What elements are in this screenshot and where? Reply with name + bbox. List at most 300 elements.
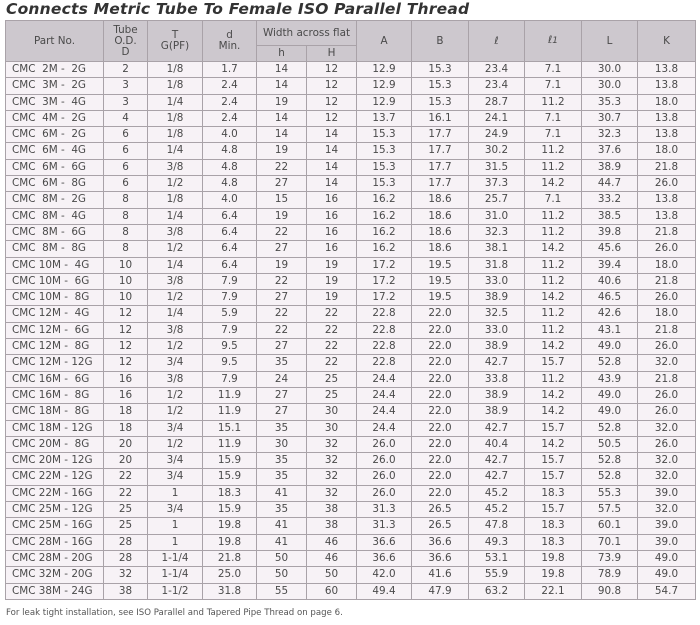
cell-thread-t: 3/4 bbox=[148, 355, 203, 371]
cell-dim-l: 38.1 bbox=[469, 241, 525, 257]
cell-dim-b: 17.7 bbox=[412, 127, 469, 143]
cell-dim-L: 30.7 bbox=[582, 110, 638, 126]
cell-dim-b: 17.7 bbox=[412, 143, 469, 159]
cell-d-min: 15.9 bbox=[203, 502, 257, 518]
cell-dim-l1: 11.2 bbox=[525, 224, 582, 240]
cell-dim-a: 26.0 bbox=[357, 453, 412, 469]
cell-dim-b: 22.0 bbox=[412, 485, 469, 501]
cell-thread-t: 1/4 bbox=[148, 208, 203, 224]
table-row bbox=[6, 387, 696, 403]
table-row bbox=[6, 306, 696, 322]
cell-dim-l1: 11.2 bbox=[525, 143, 582, 159]
cell-d-min: 2.4 bbox=[203, 78, 257, 94]
cell-width-h: 22 bbox=[257, 159, 307, 175]
cell-dim-l1: 14.2 bbox=[525, 176, 582, 192]
cell-d-min: 25.0 bbox=[203, 567, 257, 583]
cell-tube-od: 10 bbox=[104, 257, 148, 273]
cell-dim-b: 16.1 bbox=[412, 110, 469, 126]
cell-dim-L: 52.8 bbox=[582, 355, 638, 371]
cell-dim-k: 13.8 bbox=[638, 62, 696, 78]
cell-part-no: CMC 20M - 12G bbox=[6, 453, 104, 469]
cell-dim-k: 18.0 bbox=[638, 257, 696, 273]
cell-tube-od: 10 bbox=[104, 290, 148, 306]
cell-width-h: 35 bbox=[257, 355, 307, 371]
cell-dim-L: 44.7 bbox=[582, 176, 638, 192]
cell-dim-L: 73.9 bbox=[582, 550, 638, 566]
table-row bbox=[6, 355, 696, 371]
cell-tube-od: 6 bbox=[104, 127, 148, 143]
cell-dim-k: 18.0 bbox=[638, 143, 696, 159]
cell-dim-l1: 14.2 bbox=[525, 339, 582, 355]
cell-dim-k: 21.8 bbox=[638, 159, 696, 175]
cell-thread-t: 1/4 bbox=[148, 94, 203, 110]
cell-dim-L: 60.1 bbox=[582, 518, 638, 534]
cell-dim-k: 21.8 bbox=[638, 224, 696, 240]
cell-thread-t: 1 bbox=[148, 485, 203, 501]
cell-thread-t: 3/4 bbox=[148, 453, 203, 469]
cell-d-min: 15.9 bbox=[203, 469, 257, 485]
cell-tube-od: 4 bbox=[104, 110, 148, 126]
cell-dim-b: 22.0 bbox=[412, 339, 469, 355]
cell-dim-k: 39.0 bbox=[638, 485, 696, 501]
cell-width-H: 60 bbox=[307, 583, 357, 599]
cell-dim-L: 35.3 bbox=[582, 94, 638, 110]
cell-dim-l: 53.1 bbox=[469, 550, 525, 566]
cell-part-no: CMC 16M - 6G bbox=[6, 371, 104, 387]
cell-part-no: CMC 6M - 8G bbox=[6, 176, 104, 192]
cell-dim-k: 32.0 bbox=[638, 355, 696, 371]
cell-width-H: 38 bbox=[307, 518, 357, 534]
cell-dim-l: 24.1 bbox=[469, 110, 525, 126]
cell-dim-a: 17.2 bbox=[357, 257, 412, 273]
cell-dim-L: 49.0 bbox=[582, 339, 638, 355]
cell-dim-l: 38.9 bbox=[469, 404, 525, 420]
cell-dim-k: 13.8 bbox=[638, 208, 696, 224]
cell-dim-k: 18.0 bbox=[638, 306, 696, 322]
cell-thread-t: 1/4 bbox=[148, 306, 203, 322]
cell-dim-b: 22.0 bbox=[412, 306, 469, 322]
cell-tube-od: 8 bbox=[104, 192, 148, 208]
cell-dim-b: 19.5 bbox=[412, 290, 469, 306]
cell-tube-od: 6 bbox=[104, 143, 148, 159]
cell-part-no: CMC 12M - 4G bbox=[6, 306, 104, 322]
cell-d-min: 4.8 bbox=[203, 159, 257, 175]
cell-part-no: CMC 6M - 6G bbox=[6, 159, 104, 175]
cell-d-min: 4.0 bbox=[203, 127, 257, 143]
cell-dim-l: 33.0 bbox=[469, 273, 525, 289]
cell-dim-L: 49.0 bbox=[582, 387, 638, 403]
cell-dim-l: 37.3 bbox=[469, 176, 525, 192]
cell-part-no: CMC 10M - 4G bbox=[6, 257, 104, 273]
cell-dim-L: 78.9 bbox=[582, 567, 638, 583]
cell-dim-l1: 18.3 bbox=[525, 485, 582, 501]
cell-tube-od: 32 bbox=[104, 567, 148, 583]
cell-dim-k: 32.0 bbox=[638, 469, 696, 485]
cell-thread-t: 3/8 bbox=[148, 224, 203, 240]
header-t-line2: G(PF) bbox=[160, 40, 190, 52]
cell-thread-t: 1/8 bbox=[148, 127, 203, 143]
cell-dim-a: 36.6 bbox=[357, 534, 412, 550]
cell-tube-od: 6 bbox=[104, 176, 148, 192]
header-h: h bbox=[257, 46, 307, 62]
cell-dim-k: 26.0 bbox=[638, 339, 696, 355]
cell-dim-k: 39.0 bbox=[638, 534, 696, 550]
cell-dim-b: 17.7 bbox=[412, 159, 469, 175]
table-row bbox=[6, 436, 696, 452]
cell-dim-k: 54.7 bbox=[638, 583, 696, 599]
cell-d-min: 11.9 bbox=[203, 436, 257, 452]
cell-dim-a: 49.4 bbox=[357, 583, 412, 599]
cell-dim-l1: 18.3 bbox=[525, 518, 582, 534]
cell-d-min: 2.4 bbox=[203, 110, 257, 126]
cell-dim-k: 13.8 bbox=[638, 110, 696, 126]
cell-dim-l: 28.7 bbox=[469, 94, 525, 110]
cell-dim-l: 38.9 bbox=[469, 339, 525, 355]
cell-d-min: 4.0 bbox=[203, 192, 257, 208]
cell-dim-b: 15.3 bbox=[412, 94, 469, 110]
cell-width-h: 55 bbox=[257, 583, 307, 599]
cell-dim-b: 26.5 bbox=[412, 518, 469, 534]
cell-dim-b: 22.0 bbox=[412, 404, 469, 420]
cell-width-H: 50 bbox=[307, 567, 357, 583]
cell-d-min: 5.9 bbox=[203, 306, 257, 322]
cell-dim-L: 30.0 bbox=[582, 62, 638, 78]
cell-thread-t: 1/2 bbox=[148, 290, 203, 306]
cell-dim-b: 22.0 bbox=[412, 420, 469, 436]
cell-d-min: 7.9 bbox=[203, 371, 257, 387]
cell-width-h: 19 bbox=[257, 143, 307, 159]
page-title: Connects Metric Tube To Female ISO Parallel Thread bbox=[6, 0, 470, 18]
cell-dim-l1: 15.7 bbox=[525, 355, 582, 371]
cell-width-h: 35 bbox=[257, 420, 307, 436]
cell-width-H: 14 bbox=[307, 127, 357, 143]
cell-width-h: 14 bbox=[257, 78, 307, 94]
cell-dim-a: 13.7 bbox=[357, 110, 412, 126]
header-part-no: Part No. bbox=[6, 21, 104, 62]
cell-dim-k: 32.0 bbox=[638, 502, 696, 518]
cell-width-H: 30 bbox=[307, 404, 357, 420]
cell-width-h: 22 bbox=[257, 322, 307, 338]
header-d-line1: d bbox=[226, 29, 233, 41]
cell-dim-k: 21.8 bbox=[638, 322, 696, 338]
cell-d-min: 19.8 bbox=[203, 534, 257, 550]
cell-dim-a: 26.0 bbox=[357, 469, 412, 485]
table-row bbox=[6, 534, 696, 550]
header-l1-sub: 1 bbox=[552, 36, 559, 46]
cell-d-min: 7.9 bbox=[203, 290, 257, 306]
cell-tube-od: 16 bbox=[104, 387, 148, 403]
cell-dim-l: 42.7 bbox=[469, 469, 525, 485]
cell-dim-a: 15.3 bbox=[357, 143, 412, 159]
cell-width-h: 41 bbox=[257, 518, 307, 534]
cell-part-no: CMC 8M - 6G bbox=[6, 224, 104, 240]
header-t-line1: T bbox=[171, 29, 179, 41]
cell-dim-l: 24.9 bbox=[469, 127, 525, 143]
cell-dim-b: 18.6 bbox=[412, 192, 469, 208]
cell-tube-od: 22 bbox=[104, 485, 148, 501]
cell-dim-l: 40.4 bbox=[469, 436, 525, 452]
cell-dim-a: 26.0 bbox=[357, 485, 412, 501]
header-tube-od-line2: O.D. bbox=[114, 34, 137, 47]
cell-dim-b: 36.6 bbox=[412, 534, 469, 550]
cell-dim-a: 15.3 bbox=[357, 176, 412, 192]
cell-dim-l: 38.9 bbox=[469, 387, 525, 403]
header-tube-od bbox=[104, 21, 148, 62]
cell-dim-b: 22.0 bbox=[412, 453, 469, 469]
cell-width-h: 35 bbox=[257, 469, 307, 485]
cell-dim-k: 49.0 bbox=[638, 567, 696, 583]
cell-thread-t: 3/8 bbox=[148, 371, 203, 387]
cell-dim-L: 52.8 bbox=[582, 453, 638, 469]
cell-width-h: 19 bbox=[257, 208, 307, 224]
cell-width-h: 22 bbox=[257, 273, 307, 289]
cell-dim-l1: 11.2 bbox=[525, 159, 582, 175]
cell-thread-t: 3/8 bbox=[148, 322, 203, 338]
cell-width-h: 50 bbox=[257, 567, 307, 583]
cell-dim-l1: 11.2 bbox=[525, 208, 582, 224]
cell-tube-od: 12 bbox=[104, 339, 148, 355]
cell-dim-a: 12.9 bbox=[357, 94, 412, 110]
cell-width-H: 32 bbox=[307, 485, 357, 501]
table-body bbox=[6, 62, 696, 600]
cell-tube-od: 8 bbox=[104, 208, 148, 224]
cell-dim-L: 49.0 bbox=[582, 404, 638, 420]
cell-tube-od: 18 bbox=[104, 404, 148, 420]
cell-width-h: 41 bbox=[257, 534, 307, 550]
cell-dim-k: 26.0 bbox=[638, 241, 696, 257]
cell-d-min: 9.5 bbox=[203, 355, 257, 371]
cell-width-h: 15 bbox=[257, 192, 307, 208]
cell-tube-od: 3 bbox=[104, 94, 148, 110]
header-width-across-flat: Width across flat bbox=[257, 21, 357, 46]
table-row bbox=[6, 192, 696, 208]
cell-width-h: 35 bbox=[257, 502, 307, 518]
cell-part-no: CMC 18M - 12G bbox=[6, 420, 104, 436]
cell-width-H: 14 bbox=[307, 159, 357, 175]
cell-part-no: CMC 18M - 8G bbox=[6, 404, 104, 420]
cell-dim-b: 19.5 bbox=[412, 273, 469, 289]
cell-dim-k: 39.0 bbox=[638, 518, 696, 534]
cell-thread-t: 1 bbox=[148, 534, 203, 550]
cell-dim-L: 52.8 bbox=[582, 420, 638, 436]
cell-dim-l1: 7.1 bbox=[525, 62, 582, 78]
cell-width-H: 32 bbox=[307, 469, 357, 485]
header-tube-od-line1: Tube bbox=[113, 23, 138, 36]
cell-dim-l1: 22.1 bbox=[525, 583, 582, 599]
table-row bbox=[6, 241, 696, 257]
cell-d-min: 4.8 bbox=[203, 176, 257, 192]
cell-width-h: 50 bbox=[257, 550, 307, 566]
cell-dim-k: 18.0 bbox=[638, 94, 696, 110]
cell-dim-l1: 15.7 bbox=[525, 453, 582, 469]
cell-dim-a: 17.2 bbox=[357, 273, 412, 289]
cell-width-H: 14 bbox=[307, 176, 357, 192]
cell-dim-b: 22.0 bbox=[412, 371, 469, 387]
cell-dim-k: 21.8 bbox=[638, 273, 696, 289]
cell-part-no: CMC 25M - 12G bbox=[6, 502, 104, 518]
footnote: For leak tight installation, see ISO Parallel and Tapered Pipe Thread on page 6. bbox=[6, 608, 343, 618]
cell-thread-t: 1/2 bbox=[148, 241, 203, 257]
cell-part-no: CMC 6M - 4G bbox=[6, 143, 104, 159]
cell-dim-k: 32.0 bbox=[638, 453, 696, 469]
cell-part-no: CMC 20M - 8G bbox=[6, 436, 104, 452]
cell-dim-b: 36.6 bbox=[412, 550, 469, 566]
table-row bbox=[6, 208, 696, 224]
cell-thread-t: 1/2 bbox=[148, 176, 203, 192]
cell-dim-b: 19.5 bbox=[412, 257, 469, 273]
cell-dim-a: 22.8 bbox=[357, 355, 412, 371]
cell-width-H: 12 bbox=[307, 110, 357, 126]
header-d-min bbox=[203, 21, 257, 62]
cell-dim-l1: 11.2 bbox=[525, 94, 582, 110]
cell-part-no: CMC 10M - 8G bbox=[6, 290, 104, 306]
cell-dim-l: 42.7 bbox=[469, 420, 525, 436]
cell-thread-t: 1-1/4 bbox=[148, 550, 203, 566]
cell-width-H: 32 bbox=[307, 436, 357, 452]
cell-dim-l: 23.4 bbox=[469, 78, 525, 94]
cell-width-H: 32 bbox=[307, 453, 357, 469]
table-row bbox=[6, 453, 696, 469]
cell-dim-a: 22.8 bbox=[357, 322, 412, 338]
cell-part-no: CMC 32M - 20G bbox=[6, 567, 104, 583]
table-row bbox=[6, 290, 696, 306]
cell-d-min: 7.9 bbox=[203, 322, 257, 338]
cell-thread-t: 1-1/2 bbox=[148, 583, 203, 599]
cell-d-min: 6.4 bbox=[203, 257, 257, 273]
cell-dim-k: 21.8 bbox=[638, 371, 696, 387]
cell-dim-a: 31.3 bbox=[357, 518, 412, 534]
header-L: L bbox=[582, 21, 638, 62]
table-header bbox=[6, 21, 696, 62]
cell-thread-t: 1/4 bbox=[148, 143, 203, 159]
table-row bbox=[6, 94, 696, 110]
cell-dim-L: 55.3 bbox=[582, 485, 638, 501]
cell-dim-b: 41.6 bbox=[412, 567, 469, 583]
cell-d-min: 19.8 bbox=[203, 518, 257, 534]
cell-part-no: CMC 8M - 2G bbox=[6, 192, 104, 208]
cell-dim-L: 90.8 bbox=[582, 583, 638, 599]
cell-dim-l1: 15.7 bbox=[525, 469, 582, 485]
cell-dim-k: 26.0 bbox=[638, 436, 696, 452]
cell-dim-l1: 19.8 bbox=[525, 567, 582, 583]
cell-d-min: 31.8 bbox=[203, 583, 257, 599]
cell-dim-l: 45.2 bbox=[469, 485, 525, 501]
cell-dim-l: 33.0 bbox=[469, 322, 525, 338]
header-d-line2: Min. bbox=[218, 40, 241, 52]
cell-dim-l: 23.4 bbox=[469, 62, 525, 78]
table-row bbox=[6, 502, 696, 518]
cell-dim-l1: 11.2 bbox=[525, 371, 582, 387]
cell-dim-a: 24.4 bbox=[357, 371, 412, 387]
cell-part-no: CMC 22M - 16G bbox=[6, 485, 104, 501]
cell-width-h: 14 bbox=[257, 110, 307, 126]
cell-width-H: 12 bbox=[307, 94, 357, 110]
cell-part-no: CMC 28M - 20G bbox=[6, 550, 104, 566]
header-l: ℓ bbox=[469, 21, 525, 62]
cell-dim-l1: 11.2 bbox=[525, 273, 582, 289]
table-row bbox=[6, 159, 696, 175]
cell-dim-a: 31.3 bbox=[357, 502, 412, 518]
cell-width-h: 22 bbox=[257, 306, 307, 322]
cell-dim-k: 32.0 bbox=[638, 420, 696, 436]
cell-d-min: 4.8 bbox=[203, 143, 257, 159]
header-l1-main: ℓ bbox=[547, 34, 553, 46]
cell-part-no: CMC 28M - 16G bbox=[6, 534, 104, 550]
table-row bbox=[6, 78, 696, 94]
cell-dim-l: 32.3 bbox=[469, 224, 525, 240]
cell-width-H: 19 bbox=[307, 273, 357, 289]
cell-width-H: 19 bbox=[307, 290, 357, 306]
cell-d-min: 9.5 bbox=[203, 339, 257, 355]
cell-dim-k: 13.8 bbox=[638, 78, 696, 94]
table-row bbox=[6, 257, 696, 273]
table-row bbox=[6, 550, 696, 566]
cell-dim-L: 42.6 bbox=[582, 306, 638, 322]
cell-width-h: 27 bbox=[257, 387, 307, 403]
cell-dim-a: 24.4 bbox=[357, 420, 412, 436]
cell-dim-L: 39.8 bbox=[582, 224, 638, 240]
table-row bbox=[6, 176, 696, 192]
cell-part-no: CMC 22M - 12G bbox=[6, 469, 104, 485]
cell-part-no: CMC 10M - 6G bbox=[6, 273, 104, 289]
cell-dim-l1: 14.2 bbox=[525, 436, 582, 452]
header-b: B bbox=[412, 21, 469, 62]
cell-dim-a: 16.2 bbox=[357, 192, 412, 208]
cell-dim-L: 70.1 bbox=[582, 534, 638, 550]
table-row bbox=[6, 62, 696, 78]
cell-tube-od: 20 bbox=[104, 453, 148, 469]
cell-width-h: 27 bbox=[257, 176, 307, 192]
cell-dim-a: 17.2 bbox=[357, 290, 412, 306]
cell-tube-od: 16 bbox=[104, 371, 148, 387]
cell-tube-od: 28 bbox=[104, 550, 148, 566]
table-row bbox=[6, 469, 696, 485]
cell-d-min: 15.1 bbox=[203, 420, 257, 436]
cell-dim-l1: 14.2 bbox=[525, 404, 582, 420]
cell-dim-l: 25.7 bbox=[469, 192, 525, 208]
cell-dim-l1: 15.7 bbox=[525, 420, 582, 436]
cell-dim-k: 26.0 bbox=[638, 176, 696, 192]
header-thread-t bbox=[148, 21, 203, 62]
cell-dim-L: 40.6 bbox=[582, 273, 638, 289]
cell-dim-l: 63.2 bbox=[469, 583, 525, 599]
cell-thread-t: 1/2 bbox=[148, 339, 203, 355]
cell-tube-od: 25 bbox=[104, 518, 148, 534]
cell-thread-t: 3/8 bbox=[148, 159, 203, 175]
cell-dim-a: 22.8 bbox=[357, 339, 412, 355]
cell-thread-t: 1/4 bbox=[148, 257, 203, 273]
cell-part-no: CMC 25M - 16G bbox=[6, 518, 104, 534]
cell-dim-b: 18.6 bbox=[412, 241, 469, 257]
cell-dim-l1: 14.2 bbox=[525, 241, 582, 257]
cell-dim-l: 38.9 bbox=[469, 290, 525, 306]
table-row bbox=[6, 127, 696, 143]
cell-dim-b: 22.0 bbox=[412, 387, 469, 403]
cell-dim-l1: 15.7 bbox=[525, 502, 582, 518]
cell-width-h: 14 bbox=[257, 127, 307, 143]
cell-width-H: 19 bbox=[307, 257, 357, 273]
cell-thread-t: 3/4 bbox=[148, 469, 203, 485]
table-row bbox=[6, 583, 696, 599]
cell-dim-l1: 11.2 bbox=[525, 322, 582, 338]
cell-dim-l: 31.8 bbox=[469, 257, 525, 273]
cell-part-no: CMC 38M - 24G bbox=[6, 583, 104, 599]
table-row bbox=[6, 567, 696, 583]
header-H: H bbox=[307, 46, 357, 62]
cell-dim-l1: 7.1 bbox=[525, 78, 582, 94]
cell-dim-a: 12.9 bbox=[357, 78, 412, 94]
cell-thread-t: 1/8 bbox=[148, 110, 203, 126]
